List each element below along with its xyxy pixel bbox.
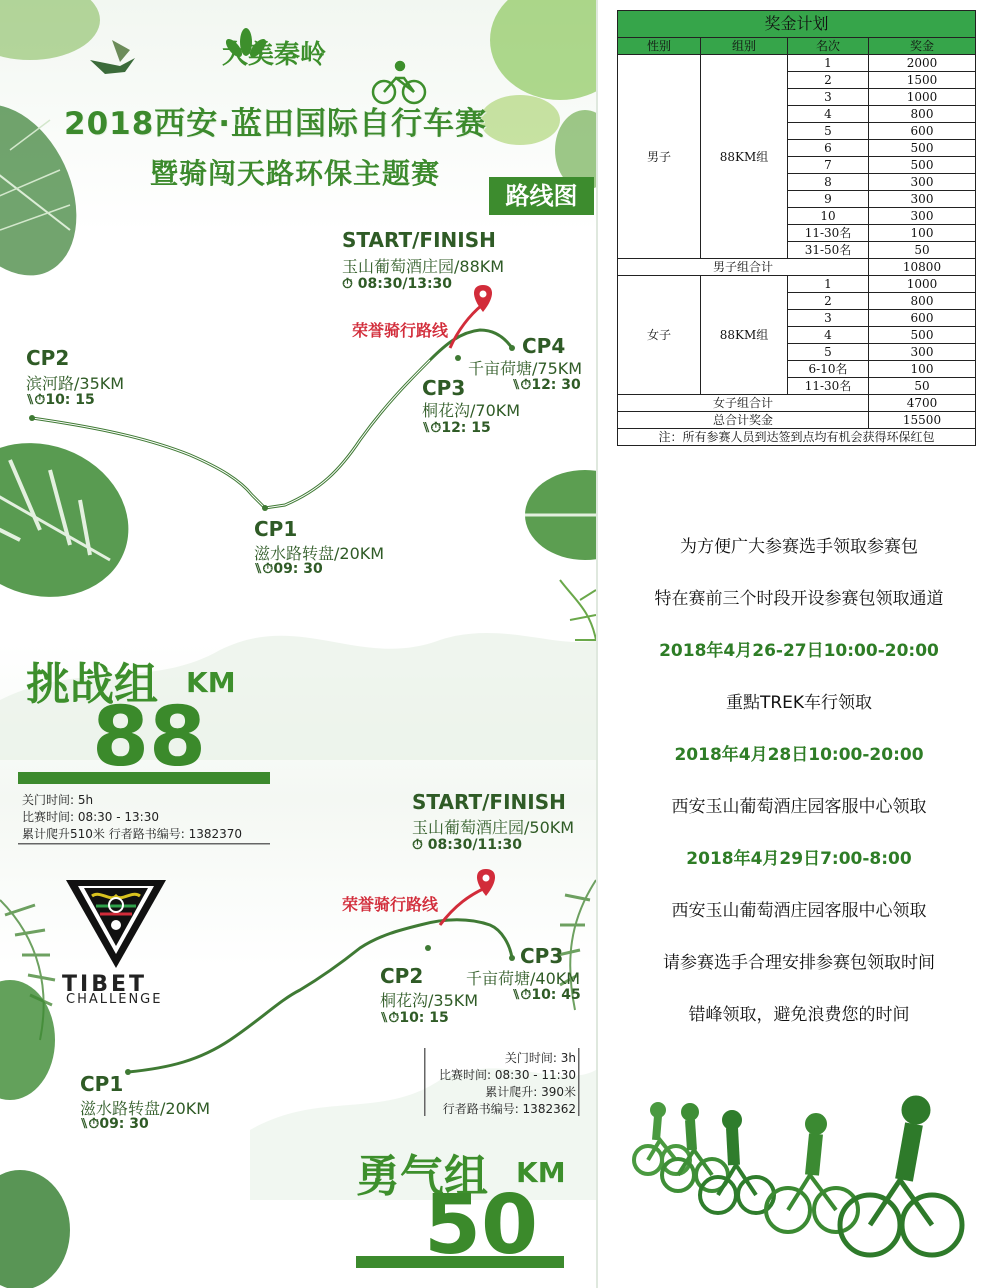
info-line: 关门时间: 5h [22,793,94,807]
table-row [618,55,976,72]
rank-cell: 5 [788,344,869,361]
prize-cell: 800 [869,293,976,310]
courage-unit: KM [516,1156,566,1189]
leaf-top-right-icon [480,0,596,190]
table-header-row [618,38,976,55]
prize-cell: 600 [869,123,976,140]
table-row [618,412,976,429]
start-finish-place: 玉山葡萄酒庄园/88KM [342,257,505,276]
food-stopwatch-icon: ⑊⏱ [80,1116,100,1132]
column-header: 名次 [788,38,869,55]
gender-cell: 男子 [618,55,701,259]
rank-cell: 3 [788,310,869,327]
bicycle-icon [373,62,425,103]
stopwatch-icon: ⏱ [342,276,353,292]
poster-subtitle: 暨骑闯天路环保主题赛 [150,157,441,190]
cyclist-icon [840,1098,962,1255]
checkpoint-place: 千亩荷塘/40KM [466,969,581,988]
info-line: 累计爬升: 390米 [485,1085,576,1099]
hummingbird-icon [90,40,135,74]
notice-intro: 为方便广大参赛选手领取参赛包 [680,537,918,557]
pickup-place: 西安玉山葡萄酒庄园客服中心领取 [671,797,927,817]
checkpoint-name: CP2 [26,346,70,370]
checkpoint-place: 千亩荷塘/75KM [468,359,583,378]
male-subtotal-label: 男子组合计 [618,259,869,276]
food-stopwatch-icon: ⑊⏱ [512,987,532,1003]
notice-outro: 错峰领取，避免浪费您的时间 [688,1005,910,1025]
table-row [618,259,976,276]
table-row [618,429,976,446]
checkpoint-name: CP3 [520,944,564,968]
challenge-group-name: 挑战组 [26,659,158,710]
prize-cell: 300 [869,174,976,191]
prize-cell: 500 [869,140,976,157]
cyclist-icon [700,1112,774,1213]
food-stopwatch-icon: ⑊⏱ [254,561,274,577]
rank-cell: 8 [788,174,869,191]
checkpoint-place: 滋水路转盘/20KM [80,1099,211,1118]
courage-info [430,1050,576,1118]
rank-cell: 11-30名 [788,225,869,242]
logo-text: TIBET [62,972,147,997]
challenge-unit: KM [186,666,236,699]
checkpoint-place: 滋水路转盘/20KM [254,544,385,563]
prize-cell: 500 [869,327,976,344]
prize-cell: 50 [869,242,976,259]
logo-subtext: CHALLENGE [66,992,163,1007]
checkpoint-time: ⑊⏱12: 30 [512,377,581,393]
info-line: 比赛时间: 08:30 - 11:30 [439,1068,576,1082]
female-subtotal: 4700 [869,395,976,412]
rank-cell: 31-50名 [788,242,869,259]
cyclists-illustration [628,1080,968,1270]
monstera-leaf-right-icon [525,470,596,640]
prize-cell: 100 [869,225,976,242]
pickup-place: 西安玉山葡萄酒庄园客服中心领取 [671,901,927,921]
prize-cell: 600 [869,310,976,327]
rank-cell: 11-30名 [788,378,869,395]
female-rows [618,276,976,395]
stopwatch-icon: ⏱ [412,837,423,853]
total-value: 15500 [869,412,976,429]
checkpoint-time: ⑊⏱09: 30 [80,1116,149,1132]
rank-cell: 10 [788,208,869,225]
checkpoint-name: CP3 [422,376,466,400]
pickup-date: 2018年4月26-27日10:00-20:00 [659,641,939,661]
table-row [618,276,976,293]
checkpoint-name: CP2 [380,964,424,988]
pickup-place: 重點TREK车行领取 [725,693,873,713]
info-line: 累计爬升510米 行者路书编号: 1382370 [22,827,243,841]
checkpoint-time: ⑊⏱09: 30 [254,561,323,577]
challenge-honor-route-path [450,305,482,348]
prize-table [617,10,976,446]
food-stopwatch-icon: ⑊⏱ [512,377,532,393]
rank-cell: 9 [788,191,869,208]
leaf-bottom-left-icon [0,980,70,1288]
poster-title: 2018西安·蓝田国际自行车赛 [64,106,488,142]
checkpoint-place: 桐花沟/70KM [422,401,521,420]
rank-cell: 2 [788,293,869,310]
column-header: 奖金 [869,38,976,55]
total-label: 总合计奖金 [618,412,869,429]
pickup-date: 2018年4月28日10:00-20:00 [674,745,924,765]
prize-note: 注：所有参赛人员到达签到点均有机会获得环保红包 [618,429,976,446]
prize-cell: 500 [869,157,976,174]
start-finish-title: START/FINISH [342,228,496,252]
challenge-distance: 88 [92,690,207,785]
rank-cell: 5 [788,123,869,140]
courage-distance: 50 [424,1178,539,1273]
food-stopwatch-icon: ⑊⏱ [422,420,442,436]
prize-cell: 300 [869,344,976,361]
rank-cell: 2 [788,72,869,89]
rank-cell: 3 [788,89,869,106]
table-row [618,395,976,412]
checkpoint-place: 滨河路/35KM [26,374,125,393]
group-cell: 88KM组 [701,276,788,395]
gender-cell: 女子 [618,276,701,395]
rank-cell: 7 [788,157,869,174]
notice-outro: 请参赛选手合理安排参赛包领取时间 [663,953,935,973]
prize-cell: 300 [869,191,976,208]
male-rows [618,55,976,259]
rank-cell: 4 [788,327,869,344]
prize-cell: 100 [869,361,976,378]
info-line: 关门时间: 3h [504,1051,576,1065]
tibet-challenge-logo-icon [66,880,166,968]
challenge-info [22,792,242,843]
checkpoint-time: ⑊⏱10: 15 [26,392,95,408]
route-map-label: 路线图 [489,177,594,215]
prize-cell: 1000 [869,89,976,106]
brand-title: 大美秦岭 [222,40,327,70]
start-finish-place: 玉山葡萄酒庄园/50KM [412,818,575,837]
checkpoint-time: ⑊⏱10: 45 [512,987,581,1003]
prize-cell: 50 [869,378,976,395]
honor-route-label: 荣誉骑行路线 [352,321,449,340]
courage-group-name: 勇气组 [356,1151,488,1202]
rank-cell: 1 [788,276,869,293]
prize-cell: 300 [869,208,976,225]
prize-cell: 800 [869,106,976,123]
prize-table-caption: 奖金计划 [618,11,976,38]
info-line: 比赛时间: 08:30 - 13:30 [22,810,159,824]
checkpoint-time: ⑊⏱10: 15 [380,1010,449,1026]
food-stopwatch-icon: ⑊⏱ [380,1010,400,1026]
rank-cell: 6 [788,140,869,157]
rank-cell: 6-10名 [788,361,869,378]
group-cell: 88KM组 [701,55,788,259]
checkpoint-place: 桐花沟/35KM [380,991,479,1010]
female-subtotal-label: 女子组合计 [618,395,869,412]
checkpoint-name: CP4 [522,334,566,358]
start-finish-time: ⏱ 08:30/11:30 [412,837,523,853]
prize-cell: 1500 [869,72,976,89]
prize-cell: 1000 [869,276,976,293]
checkpoint-time: ⑊⏱12: 15 [422,420,491,436]
male-subtotal: 10800 [869,259,976,276]
honor-route-label: 荣誉骑行路线 [342,895,439,914]
food-stopwatch-icon: ⑊⏱ [26,392,46,408]
start-finish-time: ⏱ 08:30/13:30 [342,276,453,292]
checkpoint-name: CP1 [80,1072,124,1096]
leaf-top-left-icon [0,0,102,297]
rank-cell: 1 [788,55,869,72]
monstera-leaf-left-icon [0,419,150,622]
info-line: 行者路书编号: 1382362 [442,1102,576,1116]
rank-cell: 4 [788,106,869,123]
notice-intro: 特在赛前三个时段开设参赛包领取通道 [654,589,944,609]
checkpoint-name: CP1 [254,517,298,541]
prize-cell: 2000 [869,55,976,72]
column-header: 组别 [701,38,788,55]
pickup-date: 2018年4月29日7:00-8:00 [686,849,912,869]
column-header: 性别 [618,38,701,55]
start-finish-title: START/FINISH [412,790,566,814]
